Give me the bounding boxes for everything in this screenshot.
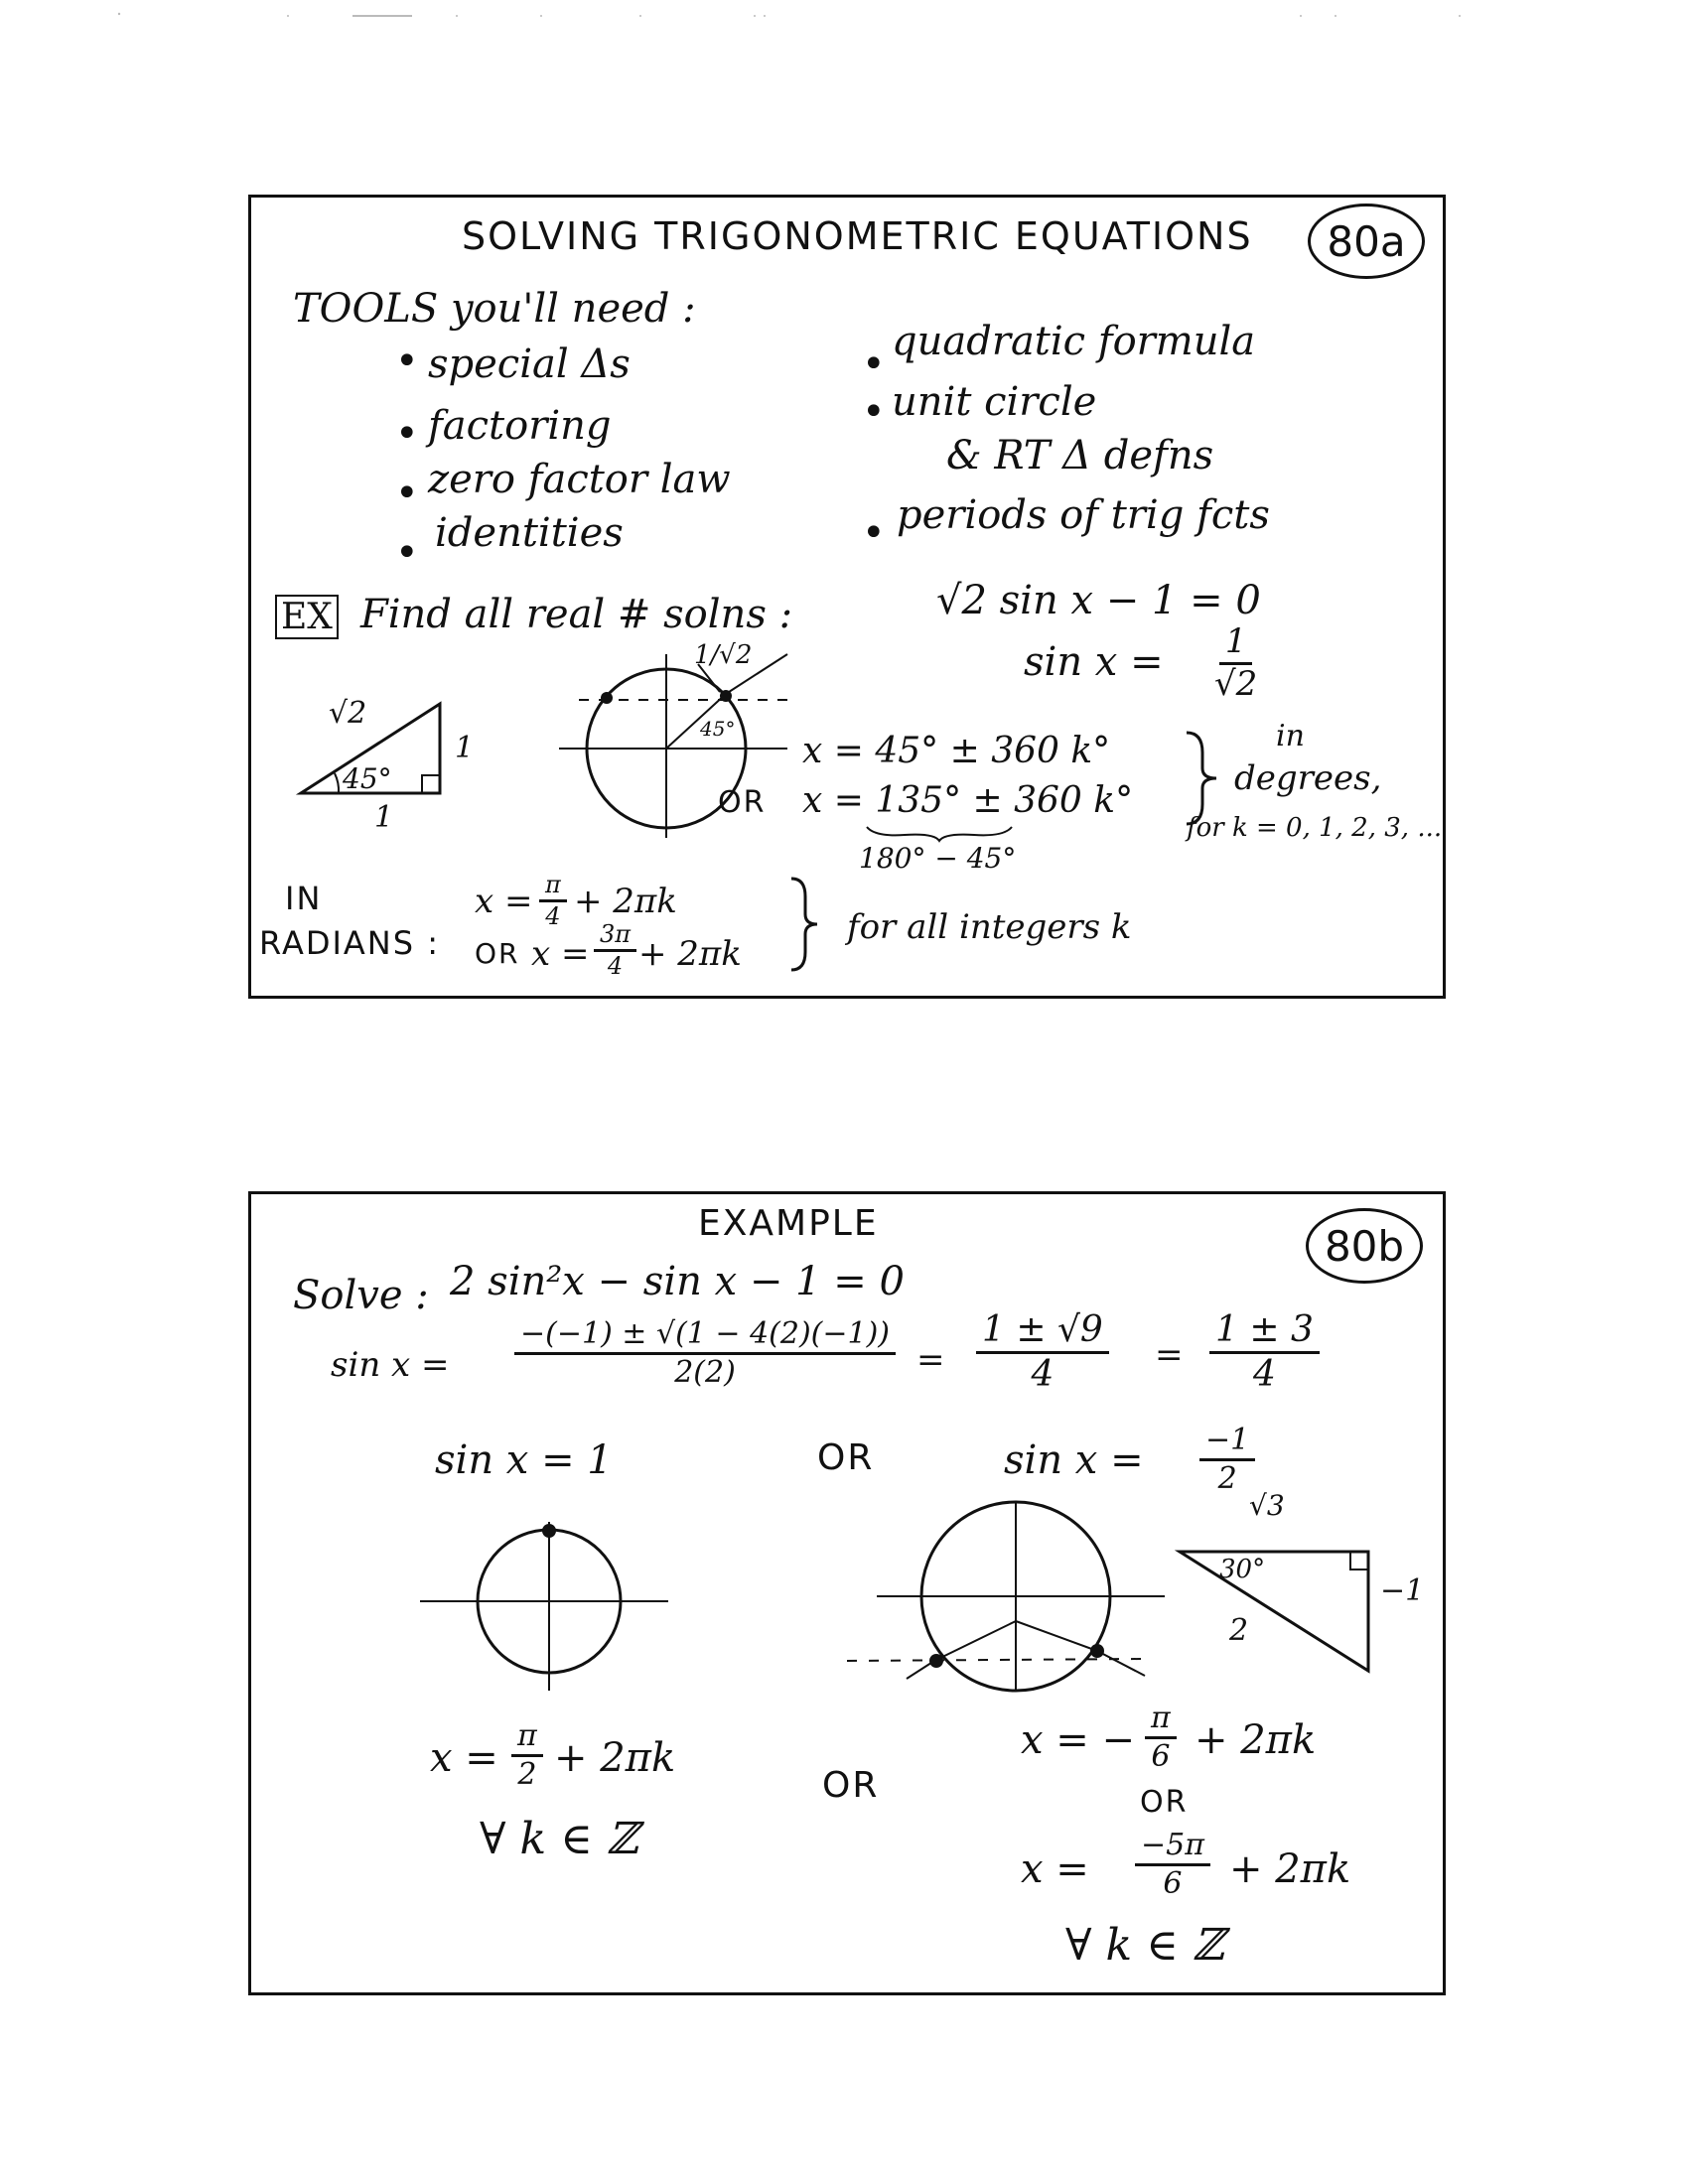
radians-note: for all integers k (847, 907, 1132, 947)
or-label: OR (817, 1437, 875, 1478)
radius-right (1016, 1621, 1097, 1651)
degree-under-note: 180° − 45° (859, 842, 1017, 875)
point-135 (601, 692, 613, 704)
or-label: OR (822, 1765, 880, 1806)
numerator: 1 (1219, 624, 1253, 665)
solution-1-prefix: x = (430, 1735, 498, 1781)
sin-eq-lhs: sin x = (1024, 639, 1164, 685)
denominator: 4 (545, 902, 561, 931)
denominator: √2 (1214, 663, 1258, 704)
rad-solution-1-prefix: x = (475, 882, 533, 921)
denominator: 4 (1031, 1353, 1055, 1395)
triangle-outline (1180, 1552, 1368, 1671)
point-330 (1090, 1644, 1104, 1658)
page-badge: 80b (1306, 1208, 1423, 1284)
numerator: −5π (1135, 1830, 1210, 1866)
bullet: • (395, 471, 419, 516)
numerator: π (539, 873, 567, 902)
solution-3-prefix: x = (1021, 1846, 1089, 1892)
example-equation: 2 sin²x − sin x − 1 = 0 (450, 1259, 905, 1304)
triangle-side: −1 (1380, 1573, 1425, 1608)
example-equation: √2 sin x − 1 = 0 (936, 578, 1261, 623)
numerator: 3π (594, 922, 636, 952)
example-box: EX (275, 595, 339, 639)
numerator: π (1145, 1703, 1177, 1739)
solution-2-suffix: + 2πk (1195, 1717, 1317, 1763)
solution-1-fraction (511, 1720, 543, 1790)
solution-3-forall: ∀ k ∈ ℤ (1065, 1920, 1224, 1971)
solution-2-fraction (1145, 1703, 1177, 1772)
radians-label: RADIANS : (259, 924, 440, 962)
or-label: OR (475, 937, 520, 970)
tool-item: quadratic formula (892, 319, 1256, 364)
tool-item: identities (435, 510, 624, 556)
page-badge: 80a (1308, 204, 1425, 279)
denominator: 2 (517, 1756, 537, 1792)
circle-angle: 45° (700, 717, 736, 741)
numerator: 1 ± √9 (976, 1311, 1109, 1354)
tool-item: unit circle (892, 379, 1097, 425)
unit-circle-case-2 (847, 1502, 1165, 1710)
scan-artifacts (0, 8, 1688, 28)
degree-note: degrees, (1234, 758, 1382, 798)
brace-radians (787, 875, 823, 974)
quadratic-formula-fraction (514, 1318, 896, 1388)
degree-solution-2: x = 135° ± 360 k° (802, 780, 1134, 821)
bullet: • (862, 341, 886, 387)
circle-label: 1/√2 (694, 640, 753, 670)
rad-solution-1-fraction (539, 873, 567, 929)
rad-solution-2-prefix: x = (531, 934, 590, 974)
triangle-hyp: 2 (1229, 1613, 1249, 1648)
degree-solution-1: x = 45° ± 360 k° (802, 731, 1111, 771)
triangle-30-diagram (1170, 1532, 1388, 1681)
tools-heading: TOOLS you'll need : (293, 286, 696, 332)
card-80a (248, 195, 1446, 999)
tool-item: special Δs (428, 341, 631, 387)
brace-under (865, 823, 1014, 843)
denominator: 6 (1151, 1738, 1171, 1774)
numerator: 1 ± 3 (1209, 1311, 1320, 1354)
bullet: • (395, 411, 419, 457)
or-label: OR (1140, 1785, 1189, 1820)
denominator: 2 (1217, 1460, 1237, 1496)
right-angle-mark (1350, 1552, 1368, 1570)
radius-left (934, 1621, 1016, 1661)
case-2-fraction (1199, 1425, 1255, 1494)
solution-2-prefix: x = − (1021, 1717, 1136, 1763)
bullet: • (395, 530, 419, 576)
triangle-opp: 1 (455, 731, 475, 765)
sin-eq-fraction (1214, 621, 1258, 704)
triangle-hyp: √2 (329, 696, 367, 731)
point-45 (720, 690, 732, 702)
card-title: SOLVING TRIGONOMETRIC EQUATIONS (462, 214, 1253, 258)
rad-solution-1-suffix: + 2πk (574, 882, 677, 921)
degree-note: in (1276, 719, 1305, 753)
radians-label: IN (285, 880, 323, 917)
example-prompt: Find all real # solns : (360, 592, 793, 637)
dashed-level (847, 1659, 1145, 1661)
tool-item: factoring (428, 403, 612, 449)
ray-extension (1097, 1651, 1145, 1676)
tool-item: zero factor law (428, 457, 731, 502)
step3-fraction (1209, 1311, 1320, 1394)
card-title: EXAMPLE (698, 1203, 879, 1244)
degree-k-note: for k = 0, 1, 2, 3, ... (1187, 813, 1443, 843)
sin-x-label: sin x = (331, 1345, 450, 1385)
denominator: 2(2) (674, 1354, 736, 1390)
tool-item: periods of trig fcts (897, 492, 1270, 538)
equals-sign: = (916, 1340, 945, 1380)
rad-solution-2-suffix: + 2πk (638, 934, 742, 974)
right-angle-mark (422, 775, 440, 793)
triangle-angle: 45° (343, 762, 392, 795)
point-210 (929, 1654, 943, 1668)
denominator: 6 (1163, 1865, 1183, 1901)
point-top (542, 1524, 556, 1538)
card-80b (248, 1191, 1446, 1995)
unit-circle-diagram (499, 634, 817, 843)
unit-circle-case-1 (420, 1502, 678, 1701)
tool-item: & RT Δ defns (946, 433, 1214, 478)
angle-arc (335, 773, 339, 793)
case-1: sin x = 1 (435, 1437, 613, 1483)
triangle-top-label: √3 (1249, 1489, 1285, 1522)
bullet: • (395, 339, 419, 384)
triangle-adj: 1 (374, 800, 394, 835)
equals-sign: = (1155, 1335, 1184, 1375)
solution-1-forall: ∀ k ∈ ℤ (480, 1814, 638, 1864)
bullet: • (862, 510, 886, 556)
or-label: OR (718, 785, 767, 820)
solution-3-fraction (1135, 1830, 1210, 1899)
solution-3-suffix: + 2πk (1229, 1846, 1351, 1892)
denominator: 4 (607, 952, 624, 981)
case-2-lhs: sin x = (1004, 1437, 1144, 1483)
solution-1-suffix: + 2πk (554, 1735, 676, 1781)
denominator: 4 (1252, 1353, 1276, 1395)
example-label (275, 597, 339, 637)
numerator: −(−1) ± √(1 − 4(2)(−1)) (514, 1318, 896, 1355)
numerator: π (511, 1720, 543, 1757)
triangle-angle: 30° (1219, 1555, 1266, 1584)
numerator: −1 (1199, 1425, 1255, 1461)
rad-solution-2-fraction (594, 922, 636, 979)
step2-fraction (976, 1311, 1109, 1394)
bullet: • (862, 389, 886, 435)
solve-label: Solve : (293, 1273, 429, 1318)
